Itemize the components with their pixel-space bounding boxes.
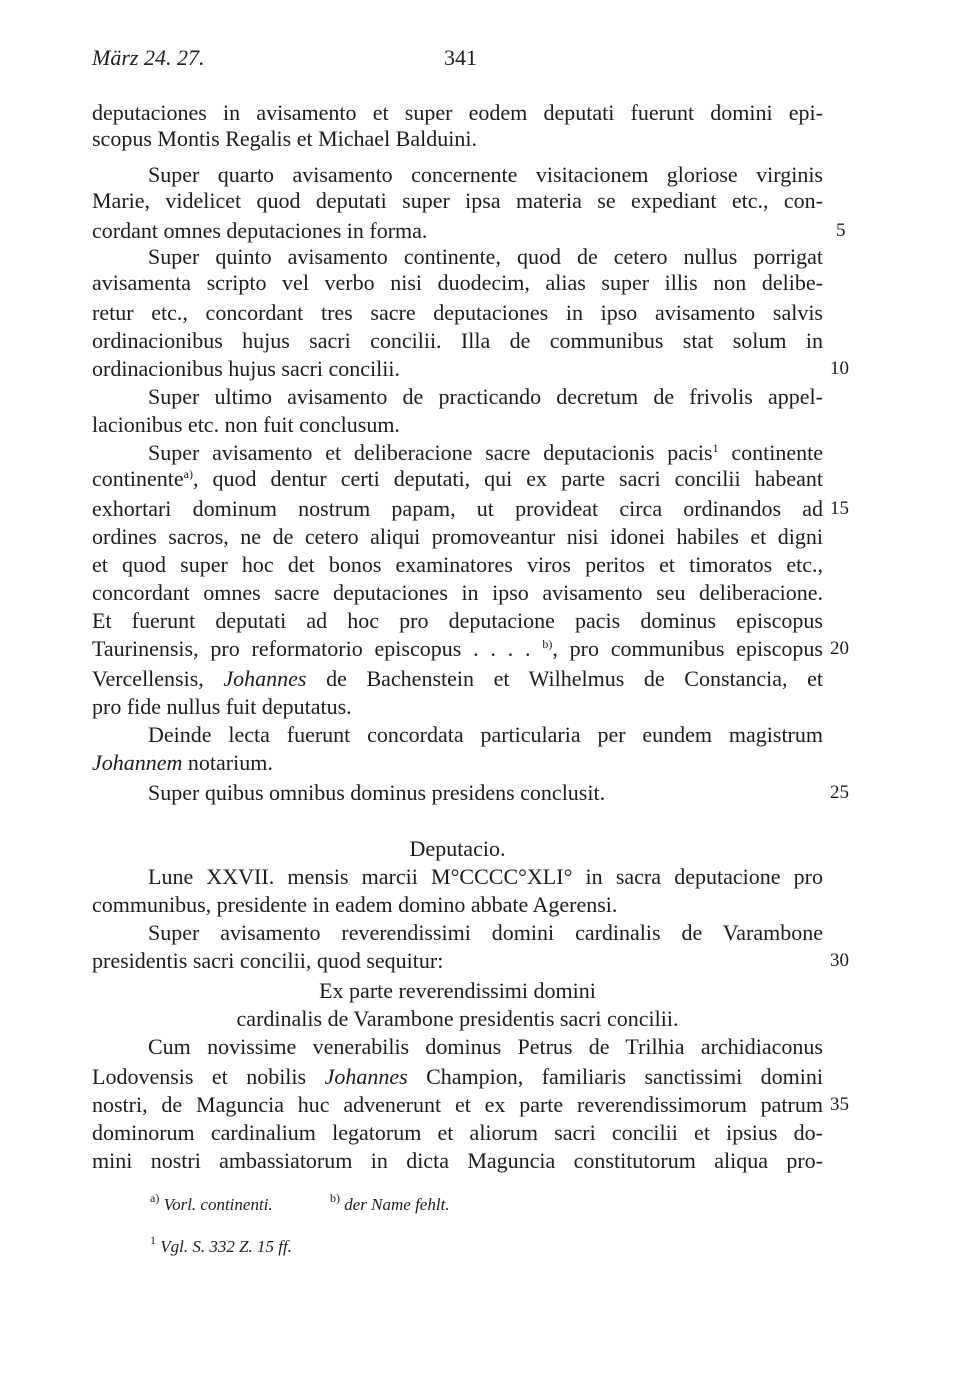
text-line: deputaciones in avisamento et super eodem deputati fuerunt domini epi- xyxy=(92,100,823,125)
text-line: Taurinensis, pro reformatorio episcopus . . . . $^{b)}$, pro communibus episcopus xyxy=(92,636,823,661)
text-line: retur etc., concordant tres sacre deputaciones in ipso avisamento salvis xyxy=(92,300,823,325)
text-line: avisamenta scripto vel verbo nisi duodecim, alias super illis non delibe- xyxy=(92,270,823,295)
line-number: 5 xyxy=(836,220,846,241)
footnote-ref-a: a) xyxy=(183,467,193,481)
text-line: scopus Montis Regalis et Michael Balduini. xyxy=(92,126,477,151)
text-line: Super quarto avisamento concernente visitacionem gloriose virginis xyxy=(148,162,823,187)
text-line: Vercellensis, Johannes de Bachenstein et Wilhelmus de Constancia, et xyxy=(92,666,824,691)
footnote-ref-1: 1 xyxy=(712,441,719,455)
text-line: communibus, presidente in eadem domino abbate Agerensi. xyxy=(92,892,618,917)
text-line: dominorum cardinalium legatorum et aliorum sacri concilii et ipsius do- xyxy=(92,1120,823,1145)
text-line: Super quinto avisamento continente, quod de cetero nullus porrigat xyxy=(148,244,823,269)
text-line: Super quibus omnibus dominus presidens conclusit. xyxy=(148,780,606,805)
text-line: Super ultimo avisamento de practicando decretum de frivolis appel- xyxy=(148,384,823,409)
text-line: Lune XXVII. mensis marcii M°CCCC°XLI° in sacra deputacione pro xyxy=(148,864,823,889)
section-heading: Deputacio. xyxy=(409,836,506,861)
footnote-ref-b: b) xyxy=(542,637,553,651)
line-number: 25 xyxy=(830,782,849,803)
text-line: concordant omnes sacre deputaciones in ipso avisamento seu deliberacione. xyxy=(92,580,823,605)
line-number: 20 xyxy=(830,638,849,659)
document-title: cardinalis de Varambone presidentis sacri concilii. xyxy=(236,1006,679,1031)
text-line: Deinde lecta fuerunt concordata particularia per eundem magistrum xyxy=(148,722,823,747)
text-line: Lodovensis et nobilis Johannes Champion, familiaris sanctissimi domini xyxy=(92,1064,824,1089)
footnote-b: $^{b)}$ der Name fehlt. xyxy=(330,1191,450,1214)
page-number: 341 xyxy=(444,45,477,70)
line-number: 30 xyxy=(830,950,849,971)
line-number: 10 xyxy=(830,358,849,379)
text-line: Super avisamento et deliberacione sacre deputacionis pacis$^1$ continente xyxy=(148,440,823,465)
text-line: Johannem notarium. xyxy=(92,750,273,775)
line-number: 35 xyxy=(830,1094,849,1115)
document-title: Ex parte reverendissimi domini xyxy=(319,978,596,1003)
text-line: mini nostri ambassiatorum in dicta Maguncia constitutorum aliqua pro- xyxy=(92,1148,823,1173)
text-line: ordines sacros, ne de cetero aliqui promoveantur nisi idonei habiles et digni xyxy=(92,524,823,549)
line-number: 15 xyxy=(830,498,849,519)
text-line: cordant omnes deputaciones in forma. xyxy=(92,218,428,243)
text-line: Super avisamento reverendissimi domini cardinalis de Varambone xyxy=(148,920,823,945)
text-line: continente$^{a)}$, quod dentur certi deputati, qui ex parte sacri concilii habeant xyxy=(92,466,823,491)
text-line: presidentis sacri concilii, quod sequitur: xyxy=(92,948,444,973)
text-line: nostri, de Maguncia huc advenerunt et ex parte reverendissimorum patrum xyxy=(92,1092,823,1117)
text-line: ordinacionibus hujus sacri concilii. xyxy=(92,356,400,381)
footnote-a: $^{a)}$ Vorl. continenti. xyxy=(150,1191,273,1214)
footnote-1: $^1$ Vgl. S. 332 Z. 15 ff. xyxy=(150,1233,293,1256)
text-line: ordinacionibus hujus sacri concilii. Illa de communibus stat solum in xyxy=(92,328,823,353)
text-line: Et fuerunt deputati ad hoc pro deputacione pacis dominus episcopus xyxy=(92,608,823,633)
text-line: Cum novissime venerabilis dominus Petrus de Trilhia archidiaconus xyxy=(148,1034,823,1059)
header-date: März 24. 27. xyxy=(92,45,205,70)
text-line: exhortari dominum nostrum papam, ut provideat circa ordinandos ad xyxy=(92,496,823,521)
text-line: Marie, videlicet quod deputati super ipsa materia se expediant etc., con- xyxy=(92,188,823,213)
text-line: lacionibus etc. non fuit conclusum. xyxy=(92,412,400,437)
text-line: pro fide nullus fuit deputatus. xyxy=(92,694,352,719)
text-line: et quod super hoc det bonos examinatores viros peritos et timoratos etc., xyxy=(92,552,823,577)
